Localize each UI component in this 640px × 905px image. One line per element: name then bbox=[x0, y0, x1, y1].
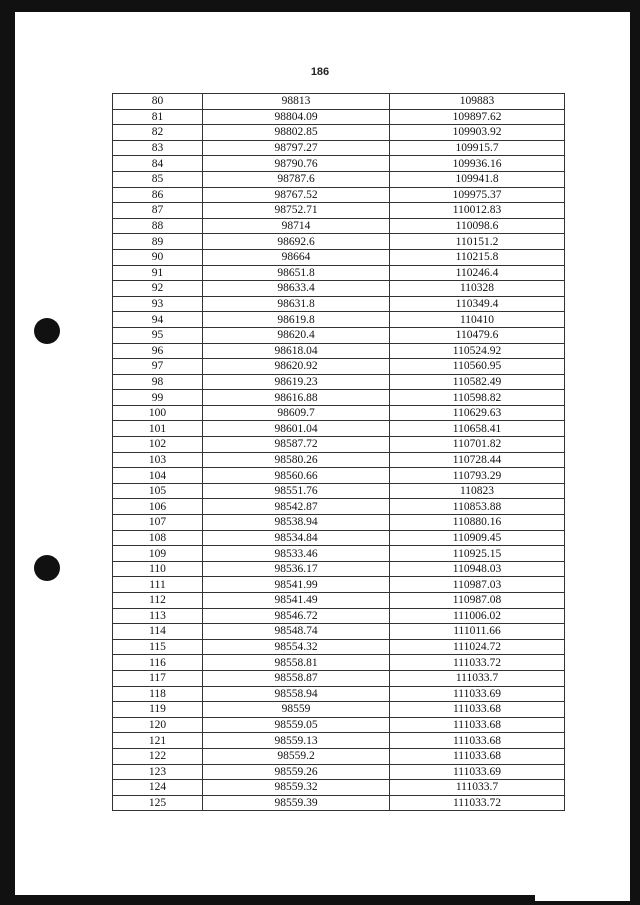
y-coordinate-cell: 111033.68 bbox=[390, 702, 565, 718]
y-coordinate-cell: 110987.08 bbox=[390, 593, 565, 609]
point-number-cell: 100 bbox=[113, 405, 203, 421]
point-number-cell: 103 bbox=[113, 452, 203, 468]
y-coordinate-cell: 111033.7 bbox=[390, 780, 565, 796]
table-row bbox=[113, 265, 565, 281]
y-coordinate-cell: 110909.45 bbox=[390, 530, 565, 546]
point-number-cell: 119 bbox=[113, 702, 203, 718]
x-coordinate-cell: 98554.32 bbox=[203, 639, 390, 655]
y-coordinate-cell: 110349.4 bbox=[390, 296, 565, 312]
x-coordinate-cell: 98580.26 bbox=[203, 452, 390, 468]
table-row bbox=[113, 374, 565, 390]
x-coordinate-cell: 98664 bbox=[203, 249, 390, 265]
table-row bbox=[113, 546, 565, 562]
table-row bbox=[113, 249, 565, 265]
point-number-cell: 106 bbox=[113, 499, 203, 515]
x-coordinate-cell: 98559 bbox=[203, 702, 390, 718]
point-number-cell: 115 bbox=[113, 639, 203, 655]
x-coordinate-cell: 98559.13 bbox=[203, 733, 390, 749]
y-coordinate-cell: 109941.8 bbox=[390, 171, 565, 187]
point-number-cell: 101 bbox=[113, 421, 203, 437]
punch-hole-upper bbox=[34, 318, 60, 344]
point-number-cell: 90 bbox=[113, 249, 203, 265]
point-number-cell: 86 bbox=[113, 187, 203, 203]
y-coordinate-cell: 110793.29 bbox=[390, 468, 565, 484]
table-row bbox=[113, 140, 565, 156]
x-coordinate-cell: 98536.17 bbox=[203, 561, 390, 577]
x-coordinate-cell: 98559.32 bbox=[203, 780, 390, 796]
table-row bbox=[113, 748, 565, 764]
table-row bbox=[113, 218, 565, 234]
table-row bbox=[113, 733, 565, 749]
table-row bbox=[113, 187, 565, 203]
scan-edge-top bbox=[12, 0, 640, 12]
scan-edge-right bbox=[630, 0, 640, 905]
point-number-cell: 123 bbox=[113, 764, 203, 780]
point-number-cell: 87 bbox=[113, 203, 203, 219]
point-number-cell: 93 bbox=[113, 296, 203, 312]
table-row bbox=[113, 327, 565, 343]
x-coordinate-cell: 98546.72 bbox=[203, 608, 390, 624]
point-number-cell: 89 bbox=[113, 234, 203, 250]
table-row bbox=[113, 468, 565, 484]
page-number: 186 bbox=[310, 66, 330, 78]
y-coordinate-cell: 109936.16 bbox=[390, 156, 565, 172]
coordinate-table bbox=[112, 93, 565, 811]
x-coordinate-cell: 98559.05 bbox=[203, 717, 390, 733]
y-coordinate-cell: 110328 bbox=[390, 281, 565, 297]
table-row bbox=[113, 608, 565, 624]
table-row bbox=[113, 390, 565, 406]
point-number-cell: 102 bbox=[113, 437, 203, 453]
y-coordinate-cell: 110880.16 bbox=[390, 515, 565, 531]
x-coordinate-cell: 98616.88 bbox=[203, 390, 390, 406]
point-number-cell: 107 bbox=[113, 515, 203, 531]
y-coordinate-cell: 110728.44 bbox=[390, 452, 565, 468]
y-coordinate-cell: 111033.72 bbox=[390, 655, 565, 671]
x-coordinate-cell: 98534.84 bbox=[203, 530, 390, 546]
point-number-cell: 116 bbox=[113, 655, 203, 671]
point-number-cell: 88 bbox=[113, 218, 203, 234]
x-coordinate-cell: 98558.81 bbox=[203, 655, 390, 671]
y-coordinate-cell: 110701.82 bbox=[390, 437, 565, 453]
y-coordinate-cell: 111033.69 bbox=[390, 764, 565, 780]
x-coordinate-cell: 98560.66 bbox=[203, 468, 390, 484]
point-number-cell: 125 bbox=[113, 795, 203, 811]
x-coordinate-cell: 98548.74 bbox=[203, 624, 390, 640]
y-coordinate-cell: 109883 bbox=[390, 94, 565, 110]
point-number-cell: 81 bbox=[113, 109, 203, 125]
x-coordinate-cell: 98619.8 bbox=[203, 312, 390, 328]
table-row bbox=[113, 764, 565, 780]
x-coordinate-cell: 98692.6 bbox=[203, 234, 390, 250]
point-number-cell: 83 bbox=[113, 140, 203, 156]
point-number-cell: 104 bbox=[113, 468, 203, 484]
y-coordinate-cell: 111033.68 bbox=[390, 717, 565, 733]
y-coordinate-cell: 110560.95 bbox=[390, 359, 565, 375]
y-coordinate-cell: 110925.15 bbox=[390, 546, 565, 562]
table-row bbox=[113, 780, 565, 796]
y-coordinate-cell: 110215.8 bbox=[390, 249, 565, 265]
y-coordinate-cell: 111033.7 bbox=[390, 670, 565, 686]
table-row bbox=[113, 125, 565, 141]
table-row bbox=[113, 639, 565, 655]
x-coordinate-cell: 98631.8 bbox=[203, 296, 390, 312]
y-coordinate-cell: 111033.69 bbox=[390, 686, 565, 702]
point-number-cell: 120 bbox=[113, 717, 203, 733]
x-coordinate-cell: 98551.76 bbox=[203, 483, 390, 499]
x-coordinate-cell: 98558.87 bbox=[203, 670, 390, 686]
point-number-cell: 91 bbox=[113, 265, 203, 281]
x-coordinate-cell: 98787.6 bbox=[203, 171, 390, 187]
table-row bbox=[113, 702, 565, 718]
x-coordinate-cell: 98619.23 bbox=[203, 374, 390, 390]
scan-edge-bottom bbox=[15, 895, 535, 905]
y-coordinate-cell: 109903.92 bbox=[390, 125, 565, 141]
y-coordinate-cell: 111033.72 bbox=[390, 795, 565, 811]
point-number-cell: 85 bbox=[113, 171, 203, 187]
point-number-cell: 121 bbox=[113, 733, 203, 749]
y-coordinate-cell: 111011.66 bbox=[390, 624, 565, 640]
point-number-cell: 92 bbox=[113, 281, 203, 297]
table-row bbox=[113, 343, 565, 359]
table-row bbox=[113, 624, 565, 640]
table-row bbox=[113, 686, 565, 702]
x-coordinate-cell: 98767.52 bbox=[203, 187, 390, 203]
point-number-cell: 113 bbox=[113, 608, 203, 624]
x-coordinate-cell: 98559.39 bbox=[203, 795, 390, 811]
table-row bbox=[113, 94, 565, 110]
y-coordinate-cell: 110598.82 bbox=[390, 390, 565, 406]
y-coordinate-cell: 111033.68 bbox=[390, 748, 565, 764]
table-row bbox=[113, 452, 565, 468]
point-number-cell: 117 bbox=[113, 670, 203, 686]
x-coordinate-cell: 98601.04 bbox=[203, 421, 390, 437]
x-coordinate-cell: 98790.76 bbox=[203, 156, 390, 172]
y-coordinate-cell: 110629.63 bbox=[390, 405, 565, 421]
table-row bbox=[113, 359, 565, 375]
table-row bbox=[113, 312, 565, 328]
table-row bbox=[113, 593, 565, 609]
x-coordinate-cell: 98559.2 bbox=[203, 748, 390, 764]
point-number-cell: 111 bbox=[113, 577, 203, 593]
y-coordinate-cell: 110823 bbox=[390, 483, 565, 499]
table-row bbox=[113, 483, 565, 499]
point-number-cell: 108 bbox=[113, 530, 203, 546]
y-coordinate-cell: 109975.37 bbox=[390, 187, 565, 203]
x-coordinate-cell: 98609.7 bbox=[203, 405, 390, 421]
table-row bbox=[113, 499, 565, 515]
table-row bbox=[113, 795, 565, 811]
x-coordinate-cell: 98797.27 bbox=[203, 140, 390, 156]
table-row bbox=[113, 405, 565, 421]
table-row bbox=[113, 437, 565, 453]
table-row bbox=[113, 109, 565, 125]
y-coordinate-cell: 110987.03 bbox=[390, 577, 565, 593]
x-coordinate-cell: 98813 bbox=[203, 94, 390, 110]
y-coordinate-cell: 109915.7 bbox=[390, 140, 565, 156]
x-coordinate-cell: 98802.85 bbox=[203, 125, 390, 141]
punch-hole-lower bbox=[34, 555, 60, 581]
table-row bbox=[113, 421, 565, 437]
x-coordinate-cell: 98541.99 bbox=[203, 577, 390, 593]
y-coordinate-cell: 110151.2 bbox=[390, 234, 565, 250]
point-number-cell: 94 bbox=[113, 312, 203, 328]
y-coordinate-cell: 110658.41 bbox=[390, 421, 565, 437]
table-row bbox=[113, 156, 565, 172]
x-coordinate-cell: 98558.94 bbox=[203, 686, 390, 702]
y-coordinate-cell: 110948.03 bbox=[390, 561, 565, 577]
x-coordinate-cell: 98804.09 bbox=[203, 109, 390, 125]
point-number-cell: 122 bbox=[113, 748, 203, 764]
y-coordinate-cell: 110853.88 bbox=[390, 499, 565, 515]
table-row bbox=[113, 234, 565, 250]
table-row bbox=[113, 530, 565, 546]
x-coordinate-cell: 98620.92 bbox=[203, 359, 390, 375]
x-coordinate-cell: 98620.4 bbox=[203, 327, 390, 343]
point-number-cell: 105 bbox=[113, 483, 203, 499]
point-number-cell: 114 bbox=[113, 624, 203, 640]
point-number-cell: 84 bbox=[113, 156, 203, 172]
table-row bbox=[113, 670, 565, 686]
y-coordinate-cell: 110246.4 bbox=[390, 265, 565, 281]
y-coordinate-cell: 110479.6 bbox=[390, 327, 565, 343]
table-row bbox=[113, 655, 565, 671]
scan-edge-left bbox=[0, 0, 15, 905]
table-row bbox=[113, 296, 565, 312]
x-coordinate-cell: 98587.72 bbox=[203, 437, 390, 453]
x-coordinate-cell: 98538.94 bbox=[203, 515, 390, 531]
x-coordinate-cell: 98559.26 bbox=[203, 764, 390, 780]
scan-edge-bottom-right bbox=[535, 901, 640, 905]
y-coordinate-cell: 111024.72 bbox=[390, 639, 565, 655]
point-number-cell: 109 bbox=[113, 546, 203, 562]
table-row bbox=[113, 203, 565, 219]
x-coordinate-cell: 98651.8 bbox=[203, 265, 390, 281]
point-number-cell: 98 bbox=[113, 374, 203, 390]
table-row bbox=[113, 171, 565, 187]
table-row bbox=[113, 281, 565, 297]
x-coordinate-cell: 98752.71 bbox=[203, 203, 390, 219]
point-number-cell: 95 bbox=[113, 327, 203, 343]
y-coordinate-cell: 110410 bbox=[390, 312, 565, 328]
point-number-cell: 118 bbox=[113, 686, 203, 702]
table-row bbox=[113, 717, 565, 733]
y-coordinate-cell: 109897.62 bbox=[390, 109, 565, 125]
x-coordinate-cell: 98714 bbox=[203, 218, 390, 234]
y-coordinate-cell: 110582.49 bbox=[390, 374, 565, 390]
y-coordinate-cell: 110098.6 bbox=[390, 218, 565, 234]
point-number-cell: 82 bbox=[113, 125, 203, 141]
point-number-cell: 96 bbox=[113, 343, 203, 359]
table-row bbox=[113, 561, 565, 577]
point-number-cell: 99 bbox=[113, 390, 203, 406]
y-coordinate-cell: 110012.83 bbox=[390, 203, 565, 219]
x-coordinate-cell: 98533.46 bbox=[203, 546, 390, 562]
point-number-cell: 112 bbox=[113, 593, 203, 609]
y-coordinate-cell: 111006.02 bbox=[390, 608, 565, 624]
point-number-cell: 110 bbox=[113, 561, 203, 577]
point-number-cell: 124 bbox=[113, 780, 203, 796]
table-row bbox=[113, 577, 565, 593]
x-coordinate-cell: 98541.49 bbox=[203, 593, 390, 609]
y-coordinate-cell: 110524.92 bbox=[390, 343, 565, 359]
x-coordinate-cell: 98618.04 bbox=[203, 343, 390, 359]
x-coordinate-cell: 98542.87 bbox=[203, 499, 390, 515]
y-coordinate-cell: 111033.68 bbox=[390, 733, 565, 749]
x-coordinate-cell: 98633.4 bbox=[203, 281, 390, 297]
point-number-cell: 97 bbox=[113, 359, 203, 375]
table-row bbox=[113, 515, 565, 531]
coordinate-table-body bbox=[113, 94, 565, 811]
point-number-cell: 80 bbox=[113, 94, 203, 110]
